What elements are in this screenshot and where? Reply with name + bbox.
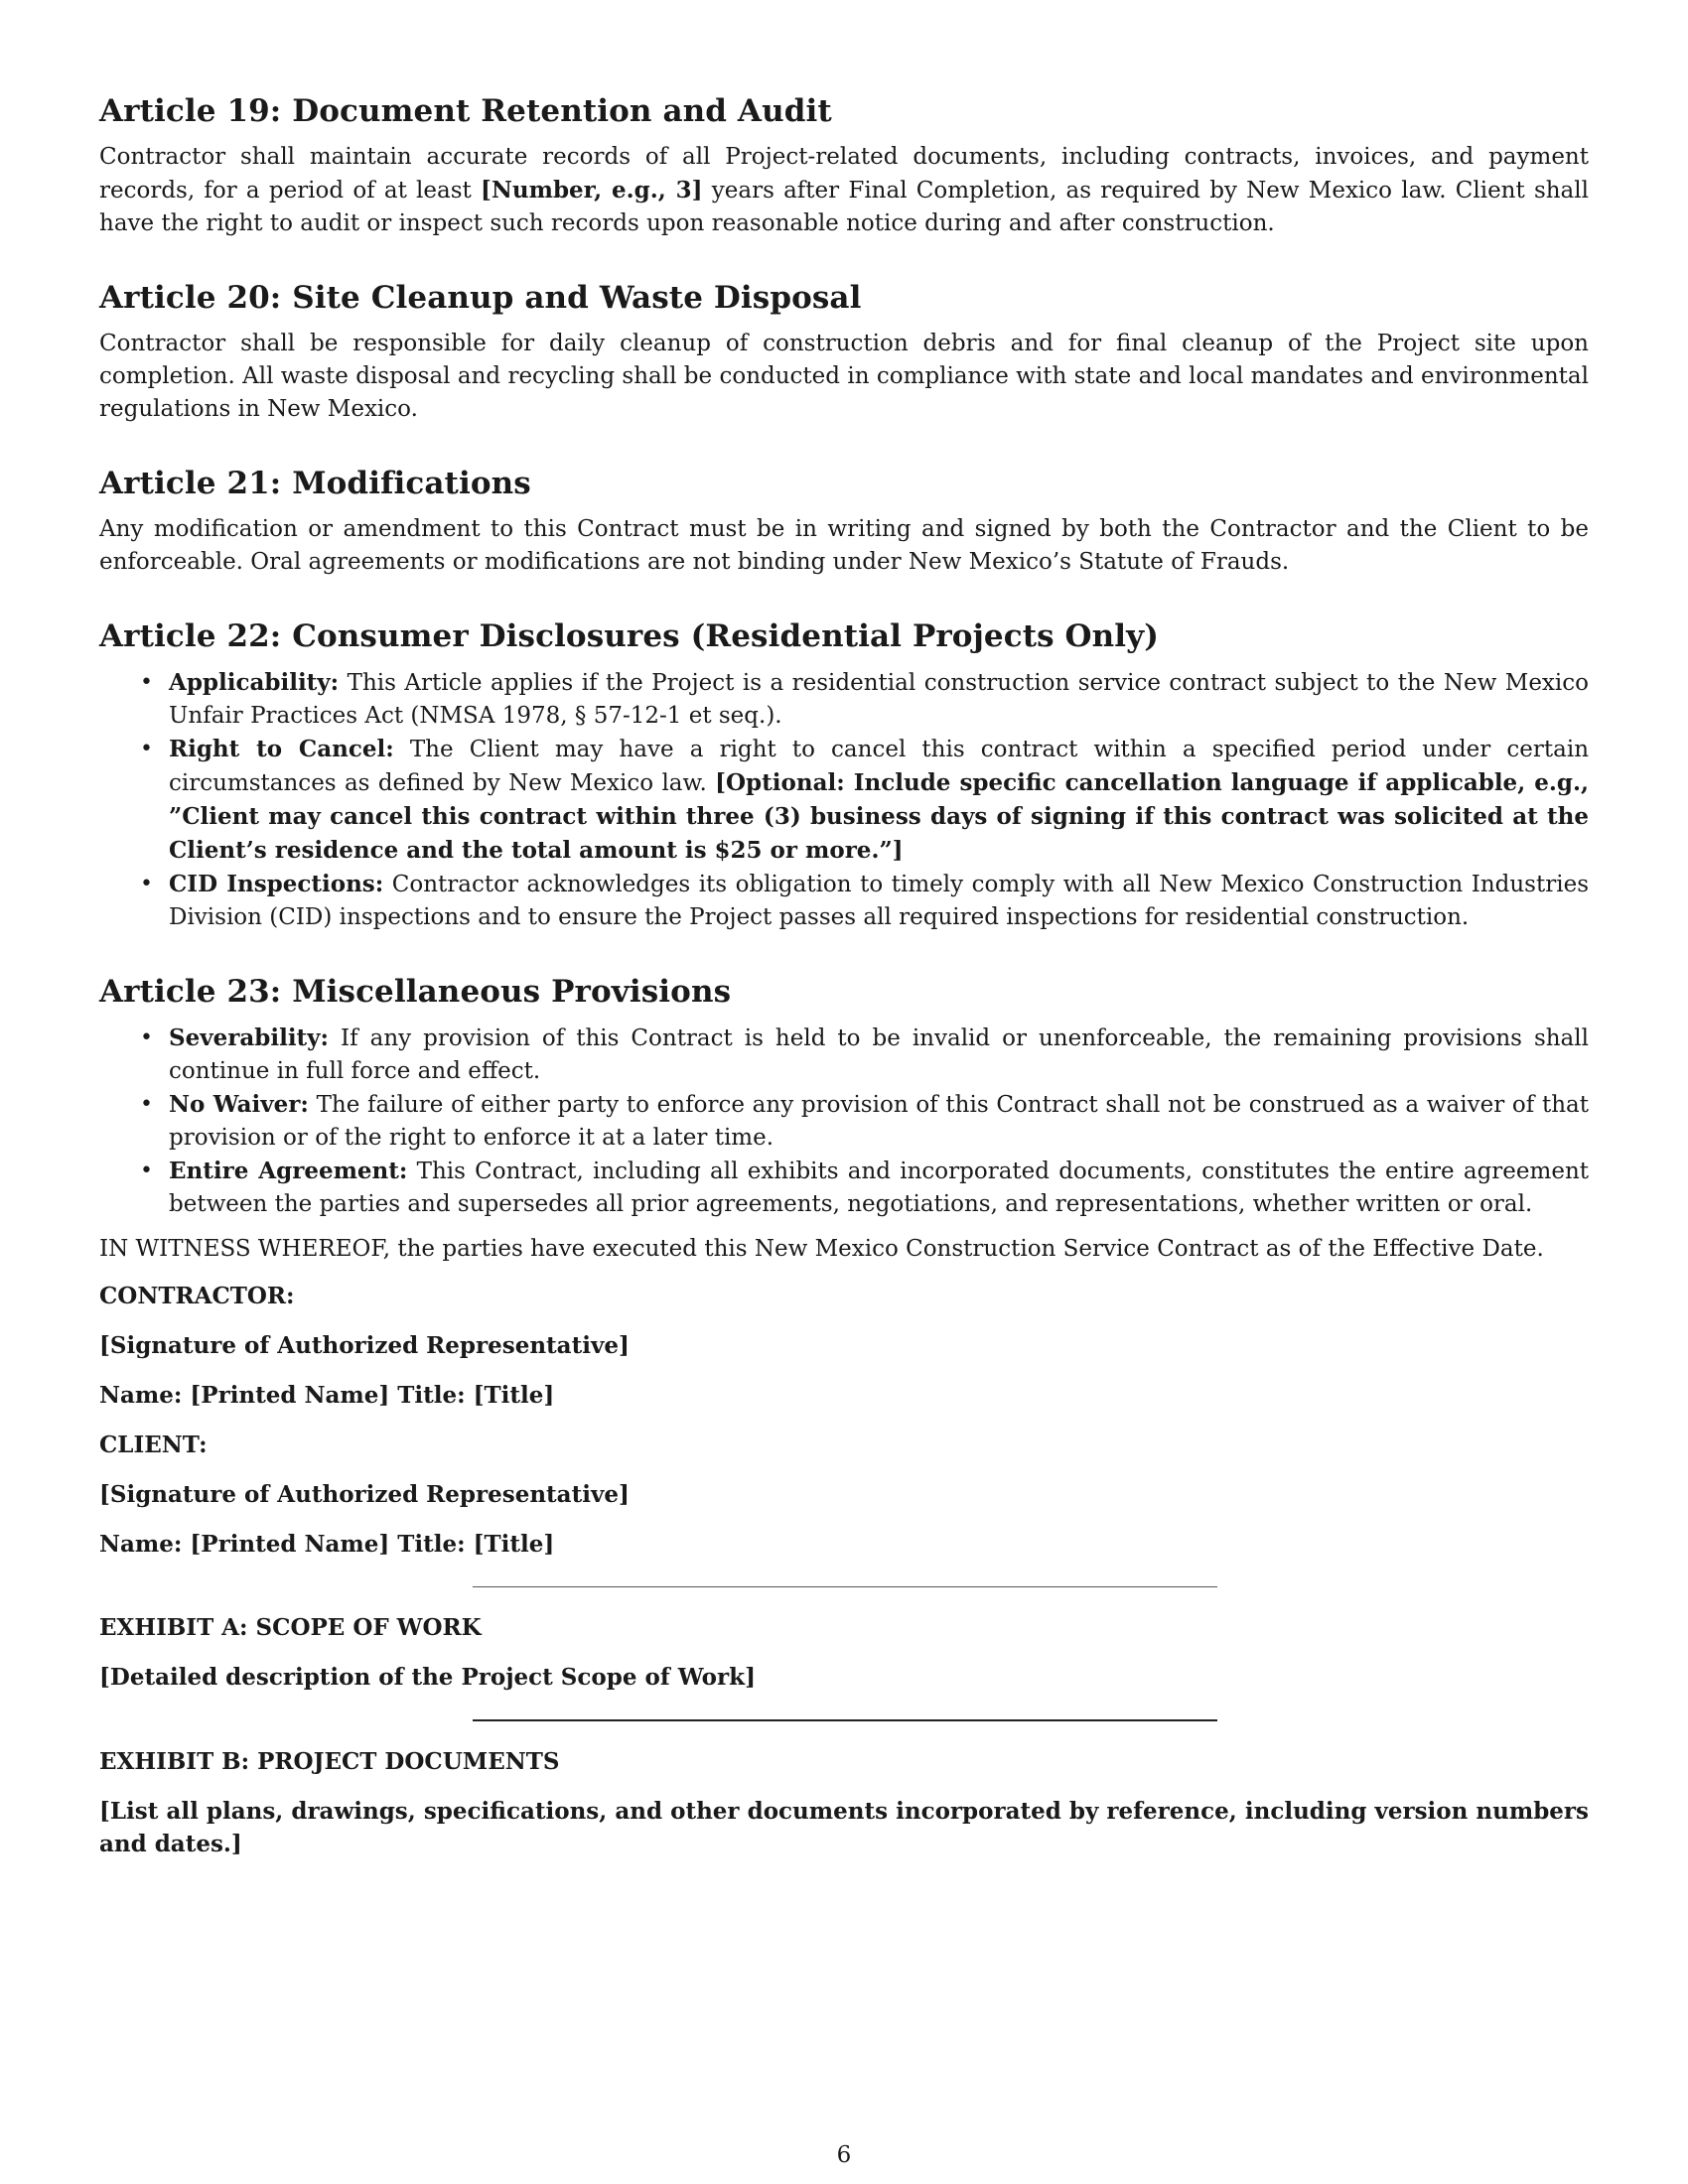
- document-page: [99, 91, 1589, 1877]
- contractor-name-title: Name: [Printed Name] Title: [Title]: [99, 1382, 555, 1409]
- list-item: [169, 733, 1589, 868]
- list-item-label: Applicability:: [169, 669, 340, 696]
- client-signature-line: [Signature of Authorized Representative]: [99, 1481, 630, 1508]
- list-item-text: Contractor acknowledges its obligation to timely comply with all New Mexico Construction Industries Division (CID) inspections and to ensure the Project passes all required inspections for residential construction.: [169, 872, 1589, 930]
- article-19-placeholder: [Number, e.g., 3]: [480, 177, 703, 204]
- contractor-label: CONTRACTOR:: [99, 1283, 295, 1309]
- client-signature-block: [99, 1429, 1589, 1561]
- contractor-signature-block: [99, 1280, 1589, 1412]
- witness-clause: IN WITNESS WHEREOF, the parties have executed this New Mexico Construction Service Contract as of the Effective Date.: [99, 1236, 1544, 1262]
- divider: [473, 1719, 1217, 1721]
- exhibit-b: [99, 1745, 1589, 1860]
- list-item-label: CID Inspections:: [169, 871, 384, 897]
- list-item-text: This Article applies if the Project is a residential construction service contract subject to the New Mexico Unfair Practices Act (NMSA 1978, § 57-12-1 et seq.).: [169, 670, 1589, 729]
- article-21-heading: Article 21: Modifications: [99, 466, 531, 501]
- list-item: [169, 666, 1589, 733]
- article-20-body: Contractor shall be responsible for daily cleanup of construction debris and for final cleanup of the Project site upon completion. All waste disposal and recycling shall be conducted in compliance with state and local mandates and environmental regulations in New Mexico.: [99, 331, 1589, 422]
- list-item-label: Severability:: [169, 1024, 330, 1051]
- list-item-text: This Contract, including all exhibits and incorporated documents, constitutes the entire agreement between the parties and supersedes all prior agreements, negotiations, and representations, whether written or oral.: [169, 1159, 1589, 1217]
- article-19-text-b: years after Final Completion, as required by New Mexico law. Client shall have the right to audit or inspect such records upon reasonable notice during and after construction.: [99, 178, 1589, 236]
- article-20: [99, 278, 1589, 426]
- list-item-text: If any provision of this Contract is held to be invalid or unenforceable, the remaining provisions shall continue in full force and effect.: [169, 1025, 1589, 1084]
- list-item: [169, 1155, 1589, 1221]
- exhibit-b-text: [List all plans, drawings, specifications, and other documents incorporated by reference, including version numbers and dates.]: [99, 1798, 1589, 1857]
- article-22-list: [99, 666, 1589, 934]
- page-number: 6: [836, 2142, 852, 2168]
- exhibit-a: [99, 1611, 1589, 1694]
- list-item-label: No Waiver:: [169, 1091, 309, 1118]
- article-22-heading: Article 22: Consumer Disclosures (Residential Projects Only): [99, 618, 1160, 654]
- list-item-label: Right to Cancel:: [169, 736, 394, 762]
- list-item-text: The failure of either party to enforce any provision of this Contract shall not be construed as a waiver of that provision or of the right to enforce it at a later time.: [169, 1092, 1590, 1151]
- list-item: [169, 1088, 1589, 1155]
- article-23-heading: Article 23: Miscellaneous Provisions: [99, 974, 732, 1010]
- article-21: [99, 464, 1589, 579]
- article-22: [99, 616, 1589, 934]
- client-label: CLIENT:: [99, 1432, 208, 1458]
- article-20-heading: Article 20: Site Cleanup and Waste Disposal: [99, 280, 862, 316]
- list-item: [169, 1022, 1589, 1088]
- exhibit-a-text: [Detailed description of the Project Scope of Work]: [99, 1664, 756, 1691]
- article-19-text-a: Contractor shall maintain accurate records of all Project-related documents, including contracts, invoices, and payment records, for a period of at least: [99, 144, 1589, 204]
- list-item: [169, 868, 1589, 934]
- exhibit-b-title: EXHIBIT B: PROJECT DOCUMENTS: [99, 1748, 560, 1775]
- list-item-optional-note: [Optional: Include specific cancellation language if applicable, e.g., ”Client may cancel this contract within three (3) business days of signing if this contract was solicited at the Client’s residence and the total amount is $25 or more.”]: [169, 769, 1589, 864]
- exhibit-a-title: EXHIBIT A: SCOPE OF WORK: [99, 1614, 482, 1641]
- article-23: [99, 972, 1589, 1221]
- article-19-body: [99, 141, 1589, 240]
- contractor-signature-line: [Signature of Authorized Representative]: [99, 1332, 630, 1359]
- client-name-title: Name: [Printed Name] Title: [Title]: [99, 1531, 555, 1558]
- article-23-list: [99, 1022, 1589, 1221]
- list-item-text: The Client may have a right to cancel this contract within a specified period under certain circumstances as defined by New Mexico law.: [169, 737, 1590, 796]
- divider: [473, 1586, 1217, 1587]
- article-21-body: Any modification or amendment to this Contract must be in writing and signed by both the Contractor and the Client to be enforceable. Oral agreements or modifications are not binding under New Mexico’s Statute of Frauds.: [99, 516, 1589, 575]
- list-item-label: Entire Agreement:: [169, 1158, 408, 1184]
- article-19-heading: Article 19: Document Retention and Audit: [99, 93, 832, 129]
- article-19: [99, 91, 1589, 240]
